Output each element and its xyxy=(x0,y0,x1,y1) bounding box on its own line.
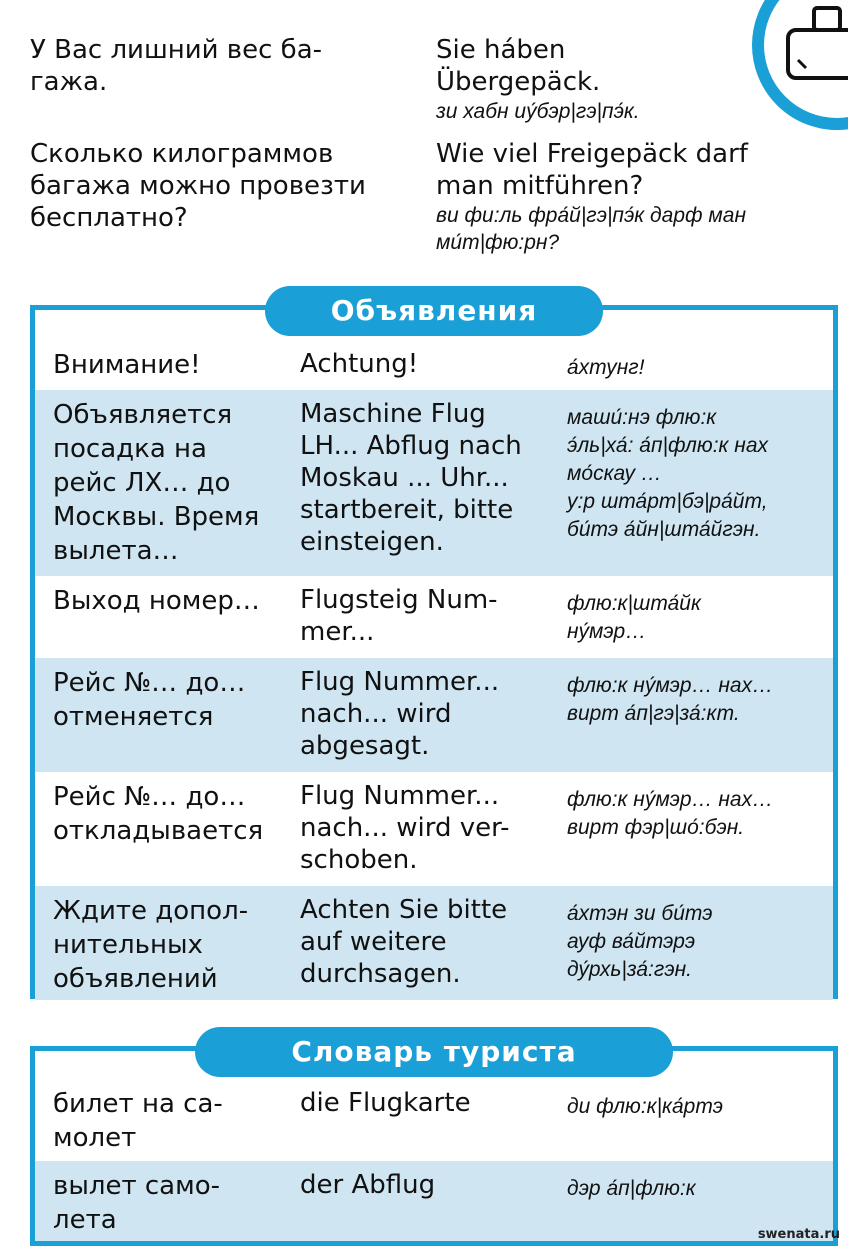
cell-transcription: ди флю:к|ка́ртэ xyxy=(567,1095,723,1118)
table-row xyxy=(35,658,833,772)
table-row xyxy=(35,772,833,886)
table-row xyxy=(35,390,833,576)
phrase-german: Wie viel Freigepäck darf man mitführen? xyxy=(436,139,748,201)
cell-transcription: дэр а́п|флю:к xyxy=(567,1177,696,1200)
phrase-german-block xyxy=(436,34,836,125)
table-row xyxy=(35,1161,833,1241)
cell-transcription: флю:к|шта́йк ну́мэр… xyxy=(567,592,701,643)
cell-russian: билет на са- молет xyxy=(53,1089,223,1153)
cell-transcription: а́хтунг! xyxy=(567,356,645,379)
cell-russian: Объявляется посадка на рейс ЛХ… до Москвы. Время вылета… xyxy=(53,400,260,566)
cell-russian: Рейс №… до… откладывается xyxy=(53,782,264,846)
table-row xyxy=(35,342,833,390)
cell-german: die Flugkarte xyxy=(300,1088,471,1118)
glossary-section xyxy=(30,1035,838,1246)
phrase-transcription: ви фи:ль фра́й|гэ|пэ́к дарф ман ми́т|фю:рн? xyxy=(436,204,747,254)
cell-transcription: маши́:нэ флю:к э́ль|ха́: а́п|флю:к нах мо́скау … у:р шта́рт|бэ|ра́йт, би́тэ а́йн|шта́йгэн. xyxy=(567,406,769,541)
phrase-transcription: зи хабн иу́бэр|гэ|пэ́к. xyxy=(436,100,640,123)
table-row xyxy=(35,576,833,658)
cell-transcription: флю:к ну́мэр… нах… вирт фэр|шо́:бэн. xyxy=(567,788,774,839)
cell-german: Achtung! xyxy=(300,349,419,379)
cell-russian: Ждите допол- нительных объявлений xyxy=(53,896,249,994)
cell-german: Flugsteig Num- mer... xyxy=(300,585,498,647)
phrase-russian: У Вас лишний вес ба- гажа. xyxy=(30,35,323,97)
cell-german: Flug Nummer... nach... wird ver- schoben. xyxy=(300,781,510,875)
cell-german: Achten Sie bitte auf weitere durchsagen. xyxy=(300,895,508,989)
glossary-title: Словарь туриста xyxy=(195,1027,673,1077)
announcements-title: Объявления xyxy=(265,286,603,336)
cell-german: Flug Nummer... nach... wird abgesagt. xyxy=(300,667,500,761)
cell-russian: Выход номер… xyxy=(53,586,260,616)
table-row xyxy=(35,886,833,1000)
phrase-russian: Сколько килограммов багажа можно провезти бесплатно? xyxy=(30,139,366,233)
cell-german: der Abflug xyxy=(300,1170,436,1200)
phrase-german-block xyxy=(436,138,836,256)
table-row xyxy=(35,1079,833,1161)
cell-transcription: а́хтэн зи би́тэ ауф ва́йтэрэ ду́рхь|за́:гэн. xyxy=(567,902,713,981)
cell-transcription: флю:к ну́мэр… нах… вирт а́п|гэ|за́:кт. xyxy=(567,674,774,725)
cell-russian: Внимание! xyxy=(53,350,201,380)
cell-german: Maschine Flug LH... Abflug nach Moskau ... Uhr... startbereit, bitte einsteigen. xyxy=(300,399,522,557)
watermark: swenata.ru xyxy=(757,1227,840,1242)
phrase-german: Sie hа́ben Übergepäck. xyxy=(436,35,601,97)
announcements-section xyxy=(30,294,838,999)
cell-russian: Рейс №… до… отменяется xyxy=(53,668,246,732)
cell-russian: вылет само- лета xyxy=(53,1171,221,1235)
